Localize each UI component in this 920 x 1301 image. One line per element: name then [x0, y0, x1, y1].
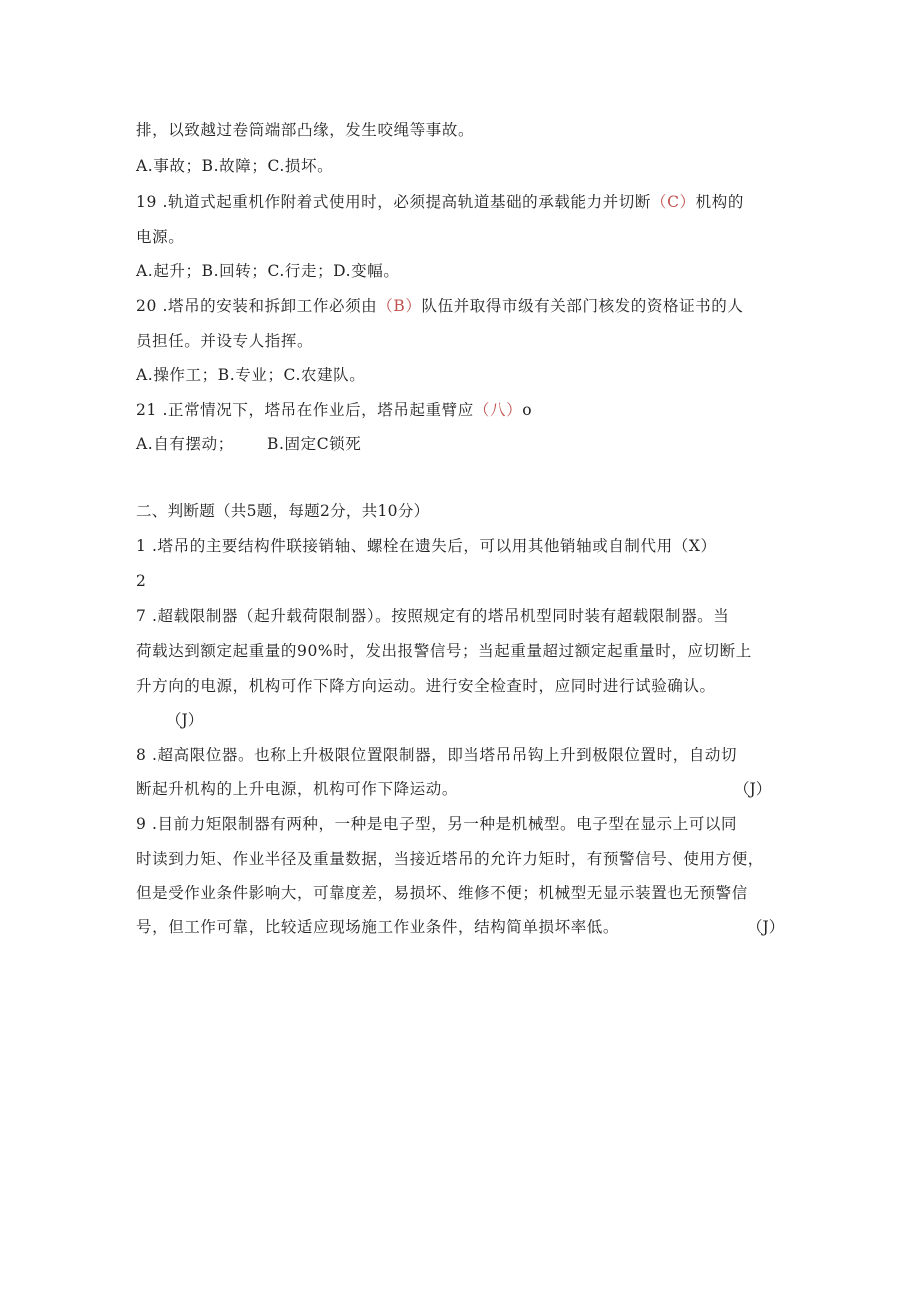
judgment-1	[136, 536, 717, 556]
judgment-9-text-3: 但是受作业条件影响大，可靠度差，易损坏、维修不便；机械型无显示装置也无预警信	[136, 884, 748, 902]
question-20-text-2: 员担任。并设专人指挥。	[136, 332, 314, 350]
stray-number	[136, 571, 146, 591]
question-20-options	[136, 365, 365, 385]
question-20-line-1	[136, 296, 744, 316]
question-19-answer: （C）	[650, 193, 696, 211]
question-21-text: 21 .正常情况下，塔吊在作业后，塔吊起重臂应	[136, 401, 474, 419]
question-19-text-end: 机构的	[695, 193, 744, 211]
question-20-text: 20 .塔吊的安装和拆卸工作必须由	[136, 297, 378, 315]
question-20-answer: （B）	[377, 297, 422, 315]
judgment-9-line-4	[136, 917, 619, 937]
question-18-text: 排，以致越过卷筒端部凸缘，发生咬绳等事故。	[136, 121, 475, 139]
judgment-7-text-1: 7 .超载限制器（起升载荷限制器）。按照规定有的塔吊机型同时装有超载限制器。当	[136, 607, 730, 625]
judgment-8-text-2: 断起升机构的上升电源，机构可作下降运动。	[136, 780, 459, 798]
judgment-7-mark-text: （J）	[166, 711, 204, 729]
options-text: A.起升；B.回转；C.行走；D.变幅。	[136, 262, 400, 280]
judgment-9-line-3	[136, 883, 748, 903]
question-19-text: 19 .轨道式起重机作附着式使用时，必须提高轨道基础的承载能力并切断	[136, 193, 651, 211]
question-19-line-1	[136, 192, 744, 212]
judgment-8-text-1: 8 .超高限位器。也称上升极限位置限制器，即当塔吊吊钩上升到极限位置时，自动切	[136, 746, 738, 764]
judgment-1-text: 1 .塔吊的主要结构件联接销轴、螺栓在遗失后，可以用其他销轴或自制代用（X）	[136, 537, 717, 555]
judgment-9-text-2: 时读到力矩、作业半径及重量数据，当接近塔吊的允许力矩时，有预警信号、使用方便，	[136, 850, 764, 868]
question-21-answer: （八）	[473, 401, 523, 419]
options-text: A.操作工；B.专业；C.农建队。	[136, 366, 366, 384]
section-2-title	[136, 501, 429, 521]
judgment-9-line-2	[136, 849, 764, 869]
question-18-continuation	[136, 120, 474, 140]
judgment-8-mark	[734, 779, 771, 799]
judgment-7-line-3	[136, 676, 716, 696]
question-19-text-2: 电源。	[136, 228, 185, 246]
question-19-options	[136, 261, 399, 281]
stray-number-text: 2	[136, 572, 147, 590]
judgment-7-text-3: 升方向的电源，机构可作下降方向运动。进行安全检查时，应同时进行试验确认。	[136, 677, 716, 695]
judgment-9-text-4: 号，但工作可靠，比较适应现场施工作业条件，结构简单损坏率低。	[136, 918, 620, 936]
question-19-line-2	[136, 227, 184, 247]
judgment-9-line-1	[136, 814, 737, 834]
judgment-8-line-1	[136, 745, 737, 765]
question-21-options	[136, 434, 361, 454]
judgment-9-text-1: 9 .目前力矩限制器有两种，一种是电子型，另一种是机械型。电子型在显示上可以同	[136, 815, 738, 833]
judgment-8-mark-text: （J）	[734, 780, 772, 798]
judgment-7-mark	[166, 710, 203, 730]
options-text: A.事故；B.故障；C.损坏。	[136, 157, 334, 175]
question-21-text-end: o	[522, 401, 533, 419]
judgment-9-mark-text: （J）	[747, 918, 785, 936]
section-title-text: 二、判断题（共5题，每题2分，共10分）	[136, 502, 430, 520]
question-18-options	[136, 156, 333, 176]
judgment-7-line-1	[136, 606, 729, 626]
judgment-8-line-2	[136, 779, 458, 799]
judgment-7-text-2: 荷载达到额定起重量的90%时，发出报警信号；当起重量超过额定起重量时，应切断上	[136, 642, 752, 660]
options-text: A.自有摆动； B.固定C锁死	[136, 435, 362, 453]
judgment-9-mark	[747, 917, 784, 937]
question-20-line-2	[136, 331, 313, 351]
question-21-line-1	[136, 400, 532, 420]
judgment-7-line-2	[136, 641, 752, 661]
question-20-text-end: 队伍并取得市级有关部门核发的资格证书的人	[421, 297, 744, 315]
